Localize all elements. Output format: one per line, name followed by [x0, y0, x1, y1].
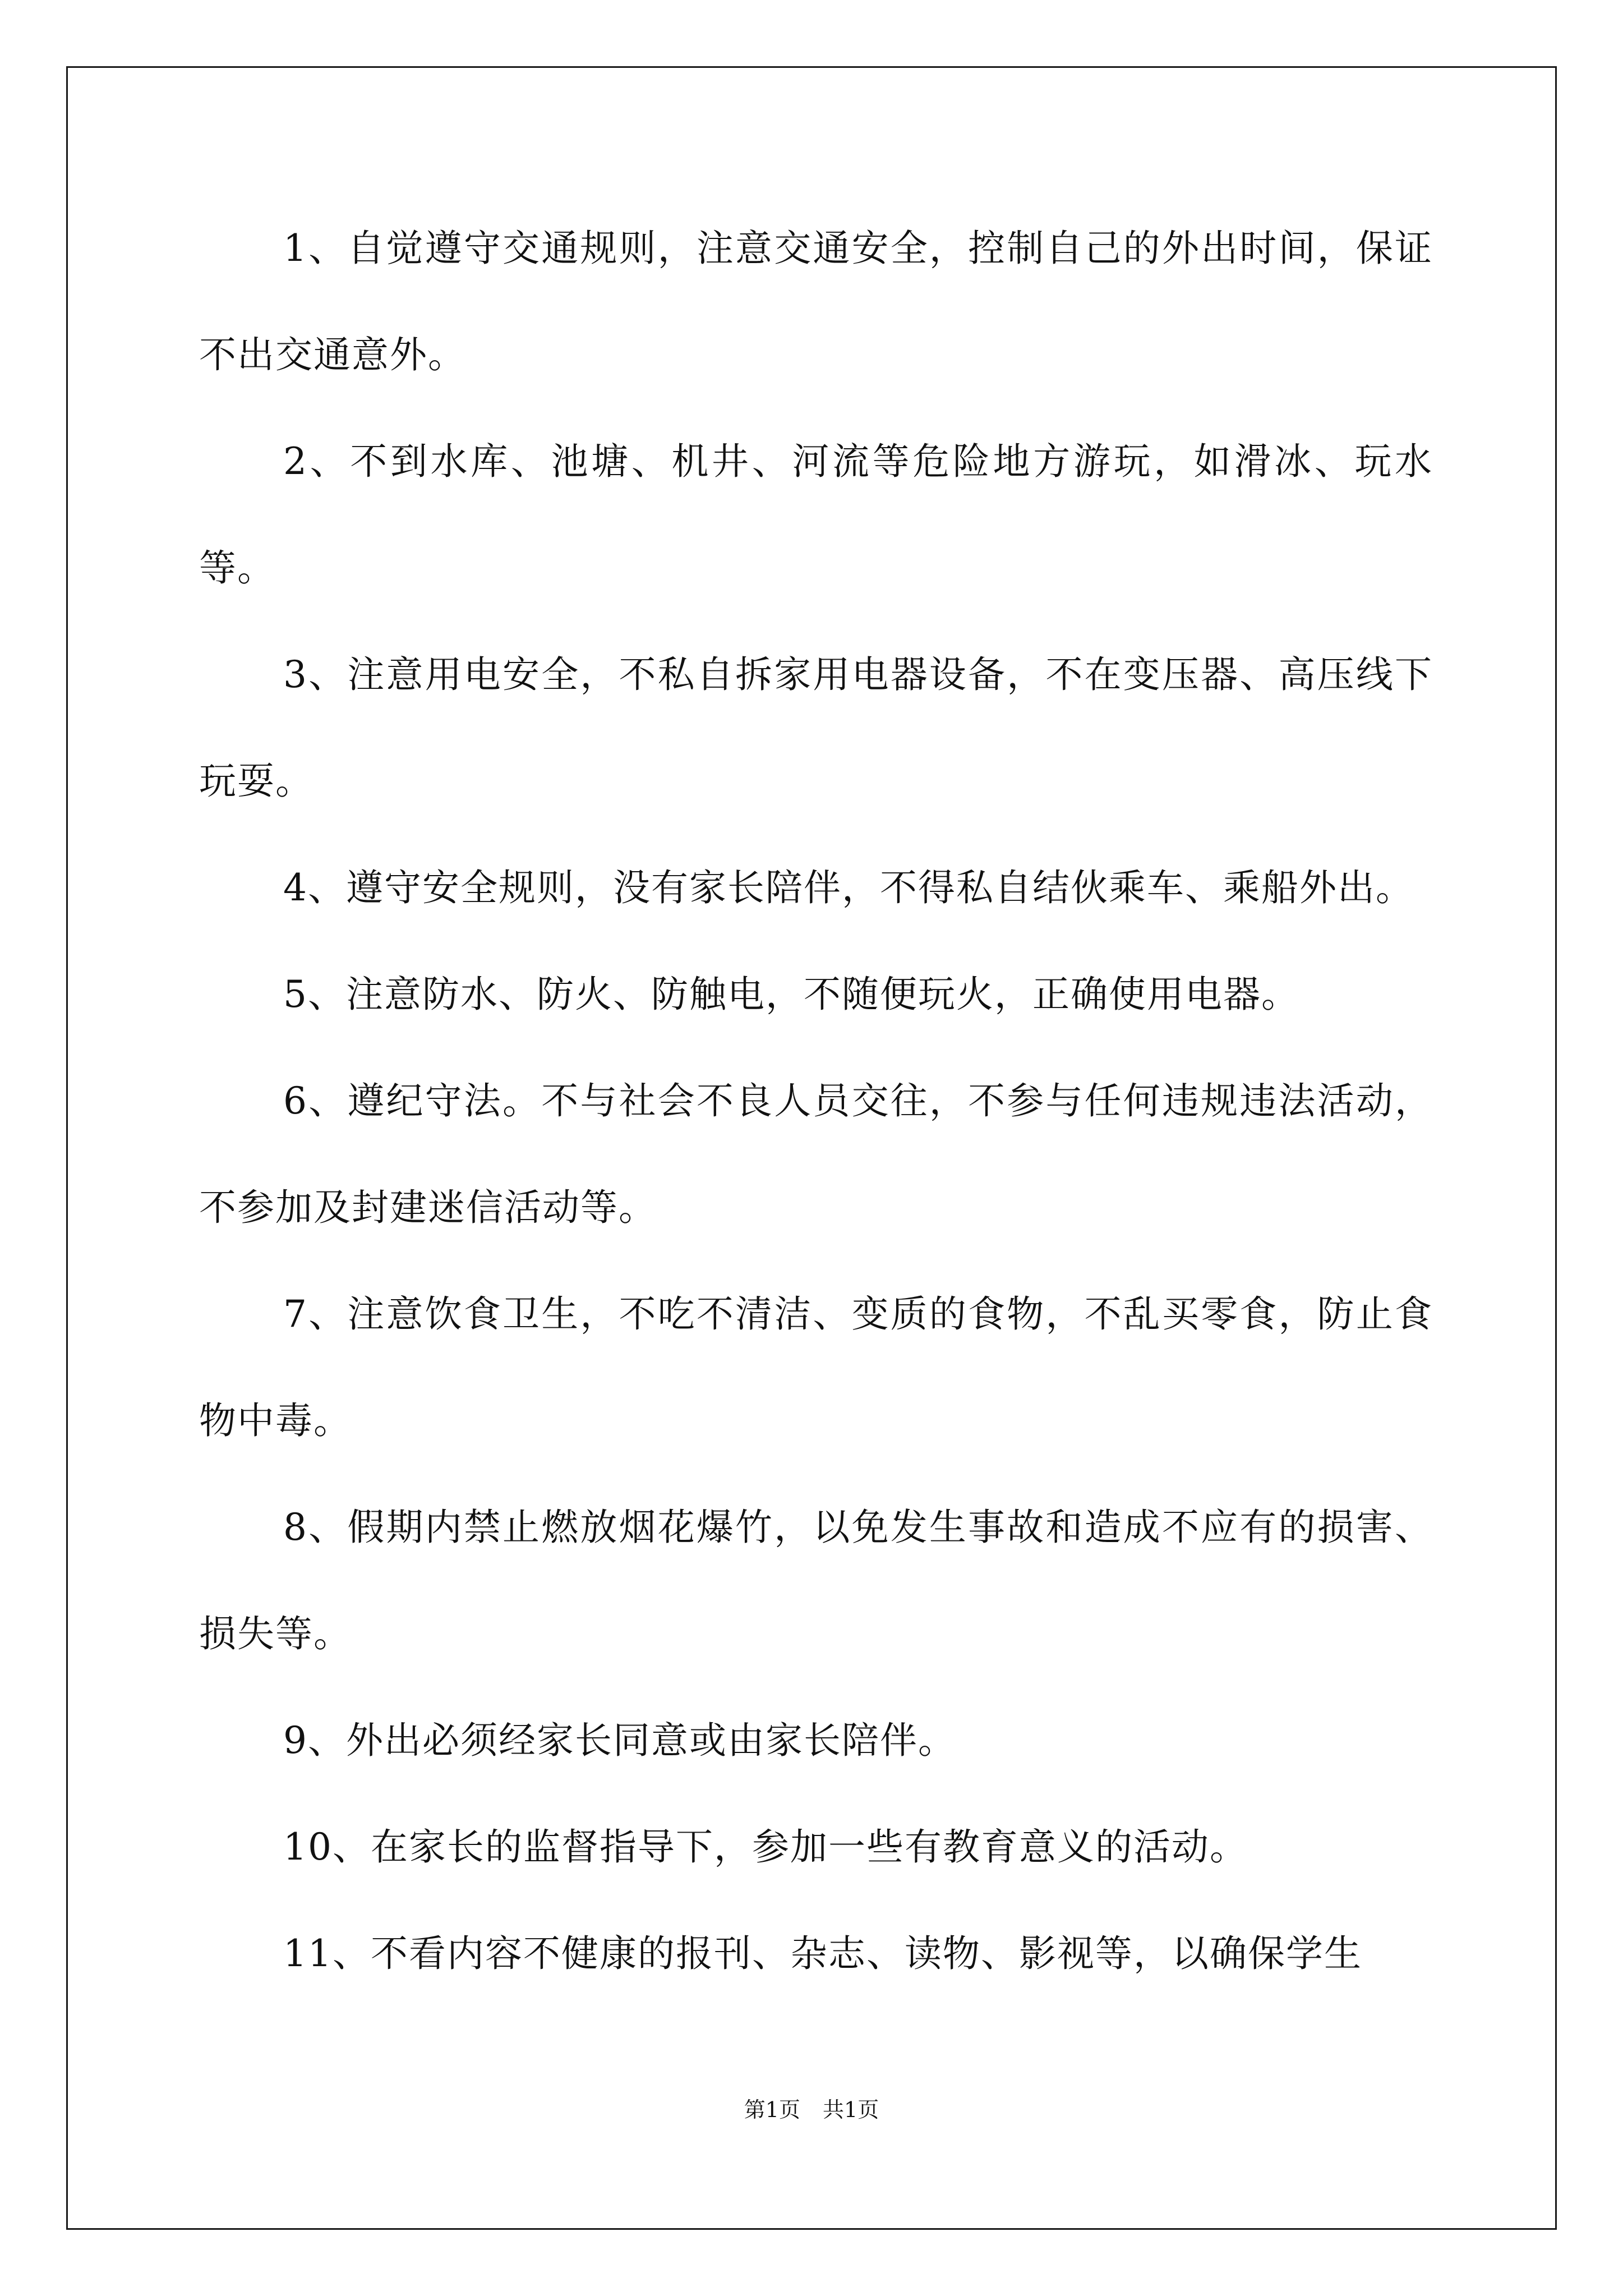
paragraph-8: 8、假期内禁止燃放烟花爆竹，以免发生事故和造成不应有的损害、损失等。 [199, 1506, 1433, 1655]
paragraph-9: 9、外出必须经家长同意或由家长陪伴。 [283, 1719, 956, 1762]
paragraph-5: 5、注意防水、防火、防触电，不随便玩火，正确使用电器。 [283, 973, 1299, 1016]
page-number-total: 共1页 [823, 2097, 879, 2122]
page-number-current: 第1页 [744, 2097, 800, 2122]
paragraph-11: 11、不看内容不健康的报刊、杂志、读物、影视等，以确保学生 [283, 1932, 1362, 1975]
paragraph-1: 1、自觉遵守交通规则，注意交通安全，控制自己的外出时间，保证不出交通意外。 [199, 227, 1433, 376]
paragraph-2: 2、不到水库、池塘、机井、河流等危险地方游玩，如滑冰、玩水等。 [199, 440, 1433, 590]
paragraph-4: 4、遵守安全规则，没有家长陪伴，不得私自结伙乘车、乘船外出。 [283, 866, 1414, 909]
paragraph-3: 3、注意用电安全，不私自拆家用电器设备，不在变压器、高压线下玩耍。 [199, 653, 1433, 803]
paragraph-10: 10、在家长的监督指导下，参加一些有教育意义的活动。 [283, 1825, 1248, 1869]
paragraph-7: 7、注意饮食卫生，不吃不清洁、变质的食物，不乱买零食，防止食物中毒。 [199, 1292, 1433, 1442]
paragraph-6: 6、遵纪守法。不与社会不良人员交往，不参与任何违规违法活动，不参加及封建迷信活动等。 [199, 1079, 1433, 1229]
page-footer [0, 2092, 1623, 2123]
